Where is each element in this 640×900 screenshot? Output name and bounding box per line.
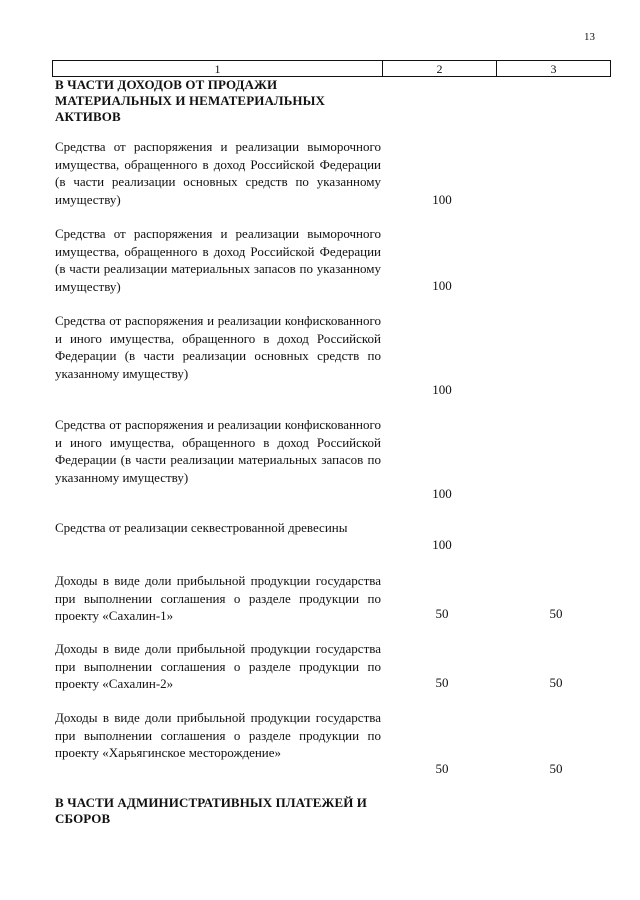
column-header-1: 1 [53, 61, 383, 77]
row-value-col2: 100 [432, 192, 452, 207]
row-description: Доходы в виде доли прибыльной продукции государства при выполнении соглашения о разделе продукции по проекту «Сахалин-2» [55, 641, 381, 691]
page-number: 13 [584, 31, 595, 43]
row-description: Доходы в виде доли прибыльной продукции государства при выполнении соглашения о разделе продукции по проекту «Сахалин-1» [55, 573, 381, 623]
row-value-col3: 50 [549, 761, 563, 776]
row-value-col2: 100 [432, 278, 452, 293]
section-heading-asset-sales: В ЧАСТИ ДОХОДОВ ОТ ПРОДАЖИ МАТЕРИАЛЬНЫХ И НЕМАТЕРИАЛЬНЫХ АКТИВОВ [55, 77, 325, 124]
table-row [55, 225, 615, 295]
row-description: Средства от реализации секвестрованной древесины [55, 520, 348, 535]
row-description: Средства от распоряжения и реализации конфискованного и иного имущества, обращенного в доход Российской Федерации (в части реализации материальных запасов по указанному имуществу) [55, 417, 381, 485]
row-value-col2: 50 [435, 761, 449, 776]
column-header-3: 3 [497, 61, 611, 77]
row-value-col2: 100 [432, 486, 452, 501]
row-description: Средства от распоряжения и реализации выморочного имущества, обращенного в доход Российской Федерации (в части реализации материальных запасов по указанному имуществу) [55, 226, 381, 294]
row-value-col2: 100 [432, 382, 452, 397]
row-description: Доходы в виде доли прибыльной продукции государства при выполнении соглашения о разделе продукции по проекту «Харьягинское месторождение» [55, 710, 381, 760]
row-value-col2: 100 [432, 537, 452, 552]
table-row [55, 138, 615, 208]
table-row [55, 416, 615, 501]
column-header-2: 2 [383, 61, 497, 77]
table-row [55, 519, 615, 552]
table-row [55, 640, 615, 693]
column-header-table [52, 60, 611, 77]
row-value-col3: 50 [549, 606, 563, 621]
row-description: Средства от распоряжения и реализации выморочного имущества, обращенного в доход Российской Федерации (в части реализации основных средств по указанному имуществу) [55, 139, 381, 207]
table-row [55, 709, 615, 776]
row-value-col3: 50 [549, 675, 563, 690]
section-heading-administrative-fees: В ЧАСТИ АДМИНИСТРАТИВНЫХ ПЛАТЕЖЕЙ И СБОРОВ [55, 795, 367, 826]
row-description: Средства от распоряжения и реализации конфискованного и иного имущества, обращенного в доход Российской Федерации (в части реализации основных средств по указанному имуществу) [55, 313, 381, 381]
row-value-col2: 50 [435, 606, 449, 621]
table-row [55, 312, 615, 397]
table-row [55, 572, 615, 625]
row-value-col2: 50 [435, 675, 449, 690]
